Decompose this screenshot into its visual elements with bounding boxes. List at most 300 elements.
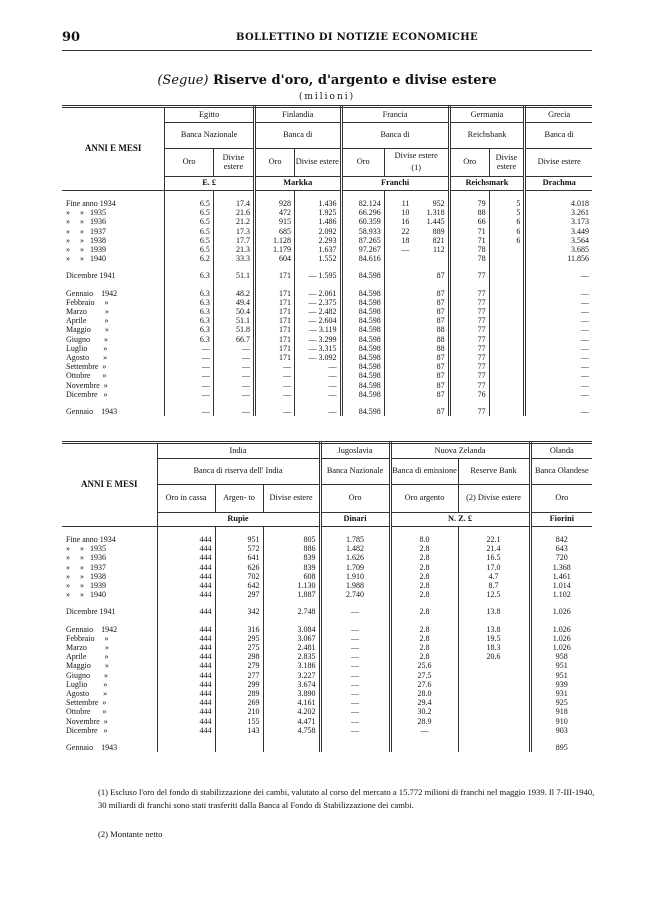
cell-india-argento: 299 [215,680,263,689]
table-row [62,581,592,590]
table-row [62,254,592,263]
row-label: Ottobre » [62,707,157,716]
spacer [525,399,592,407]
cell-egitto-divise: 33.3 [213,254,254,263]
cell-francia-oro: 84.598 [341,335,384,344]
spacer [157,527,215,536]
cell-olanda-oro: 1.461 [552,571,571,581]
table-row [62,652,592,661]
cell-germania-divise [489,316,525,325]
cell-egitto-oro: 6.3 [165,271,214,280]
cell-olanda-oro: 720 [555,553,568,563]
cell-grecia-divise: — [581,325,589,335]
cell-germania-divise [489,353,525,362]
spacer [295,399,342,407]
spacer [62,735,157,743]
cell-egitto-divise: 21.3 [213,245,254,254]
cell-india-divise: 3.890 [263,689,320,698]
table-row [62,344,592,353]
cell-finlandia-oro: — [255,381,295,390]
cell-nz-oro-argento: 27.5 [390,671,458,680]
spacer [341,399,384,407]
table-row [62,335,592,344]
cell-germania-divise [489,307,525,316]
spacer [390,527,458,536]
col-oro: Oro [341,149,384,177]
row-label: Gennaio 1942 [62,625,157,634]
cell-germania-oro: 77 [449,298,489,307]
spacer [412,263,449,271]
cell-olanda-oro: 903 [555,725,568,735]
row-label: Aprile » [62,316,165,325]
cell-finlandia-divise: 2.293 [295,236,342,245]
row-label: Settembre » [62,362,165,371]
row-label: » » 1939 [62,245,165,254]
cell-nz-oro-argento: 2.8 [390,634,458,643]
cell-finlandia-oro: 1.179 [255,245,295,254]
cell-egitto-oro: 6.2 [165,254,214,263]
cell-jugoslavia-oro: 1.709 [320,563,390,572]
cell-finlandia-divise: — 3.092 [295,353,342,362]
col-oro-olanda: Oro [530,485,592,513]
table-row [62,271,592,280]
spacer [458,617,530,625]
row-label: Fine anno 1934 [62,535,157,544]
cell-francia-oro: 84.598 [341,371,384,380]
cell-grecia-divise: 11.856 [567,254,589,264]
col-divise: Divise estere [489,149,525,177]
cell-germania-divise [489,245,525,254]
cell-francia-divise-a [384,381,412,390]
spacer [390,617,458,625]
spacer [213,191,254,200]
spacer [384,281,412,289]
cell-egitto-divise: 49.4 [213,298,254,307]
cell-india-argento: 143 [215,726,263,735]
country-nuova-zelanda: Nuova Zelanda [390,443,530,459]
cell-francia-oro: 84.598 [341,381,384,390]
cell-grecia-divise: — [581,353,589,363]
row-label: » » 1935 [62,208,165,217]
cell-india-divise: 4.471 [263,717,320,726]
row-label: Ottobre » [62,371,165,380]
spacer [489,263,525,271]
spacer [213,263,254,271]
cell-nz-divise [458,743,530,752]
cell-finlandia-divise: — 1.595 [295,271,342,280]
spacer [341,191,384,200]
cell-germania-divise: 6 [489,236,525,245]
country-germania: Germania [449,107,525,123]
cell-grecia-divise: — [581,343,589,353]
cell-germania-oro: 77 [449,344,489,353]
cell-grecia-divise: 3.261 [571,208,589,218]
cell-olanda-oro: 1.014 [552,581,571,591]
cell-india-argento: 275 [215,643,263,652]
spacer [489,281,525,289]
cell-grecia-divise: — [581,380,589,390]
row-label: » » 1937 [62,563,157,572]
country-egitto: Egitto [165,107,255,123]
table-row [62,362,592,371]
spacer [157,599,215,607]
spacer [320,599,390,607]
col-oro: Oro [165,149,214,177]
note-marker-1: (1) [411,163,422,172]
bank-nz-emissione: Banca di emissione [390,459,458,485]
cell-india-divise: 2.835 [263,652,320,661]
table-row [62,553,592,562]
cell-india-divise: 3.674 [263,680,320,689]
cell-francia-divise-a: 18 [401,235,410,245]
cell-nz-oro-argento: 2.8 [390,590,458,599]
cell-egitto-divise: 66.7 [213,335,254,344]
table-row [62,199,592,208]
cell-francia-divise-b: 1.445 [412,217,449,226]
cell-jugoslavia-oro: 1.910 [320,572,390,581]
cell-francia-divise-a [384,271,412,280]
cell-francia-divise-a: 11 [401,199,410,208]
cell-germania-oro: 78 [449,245,489,254]
unit-grecia: Drachma [525,177,592,191]
cell-finlandia-oro: 171 [255,335,295,344]
cell-germania-oro: 77 [449,381,489,390]
cell-francia-oro: 97.267 [341,245,384,254]
cell-jugoslavia-oro: 1.988 [320,581,390,590]
cell-finlandia-oro: — [255,362,295,371]
cell-nz-oro-argento: 2.8 [390,572,458,581]
spacer [320,527,390,536]
row-label: Gennaio 1943 [62,407,165,416]
col-oro-cassa: Oro in cassa [157,485,215,513]
spacer [449,399,489,407]
cell-germania-oro: 76 [449,390,489,399]
cell-jugoslavia-oro: 1.482 [320,544,390,553]
table-row [62,316,592,325]
cell-india-oro: 444 [157,634,215,643]
spacer [390,735,458,743]
cell-francia-divise-a [384,362,412,371]
cell-nz-divise [458,689,530,698]
cell-india-oro: 444 [157,572,215,581]
cell-egitto-oro: 6.3 [165,325,214,334]
cell-francia-oro: 84.598 [341,353,384,362]
unit-olanda: Fiorini [530,513,592,527]
row-label: » » 1938 [62,236,165,245]
cell-germania-oro: 77 [449,325,489,334]
table-row [62,563,592,572]
cell-finlandia-divise: — [295,371,342,380]
row-label: » » 1936 [62,553,157,562]
spacer [530,599,592,607]
spacer [458,735,530,743]
spacer [412,399,449,407]
country-olanda: Olanda [530,443,592,459]
cell-germania-oro: 88 [449,208,489,217]
running-header: BOLLETTINO DI NOTIZIE ECONOMICHE [236,32,478,43]
cell-nz-oro-argento: 2.8 [390,544,458,553]
cell-grecia-divise: — [581,297,589,307]
spacer [489,399,525,407]
cell-finlandia-oro: — [255,371,295,380]
unit-jugoslavia: Dinari [320,513,390,527]
row-label: Marzo » [62,643,157,652]
cell-francia-divise-b [412,254,449,263]
cell-egitto-divise: 17.4 [213,199,254,208]
unit-nuova-zelanda: N. Z. £ [390,513,530,527]
cell-nz-divise: 19.5 [458,634,530,643]
cell-india-divise: 4.161 [263,698,320,707]
row-label: Giugno » [62,671,157,680]
cell-nz-oro-argento: 27.6 [390,680,458,689]
table-row [62,698,592,707]
cell-egitto-divise: 17.7 [213,236,254,245]
spacer [157,735,215,743]
cell-india-argento: 316 [215,625,263,634]
cell-india-divise: 839 [263,563,320,572]
unit-germania: Reichsmark [449,177,525,191]
spacer [525,263,592,271]
cell-jugoslavia-oro [320,743,390,752]
cell-finlandia-oro: — [255,390,295,399]
cell-germania-divise [489,407,525,416]
bank-olanda: Banca Olandese [530,459,592,485]
cell-india-divise: 4.758 [263,726,320,735]
cell-finlandia-divise: — 2.375 [295,298,342,307]
cell-india-oro: 444 [157,707,215,716]
table-row [62,544,592,553]
spacer [390,599,458,607]
cell-francia-oro: 84.616 [341,254,384,263]
cell-germania-oro: 77 [449,335,489,344]
cell-olanda-oro: 1.026 [552,633,571,643]
cell-egitto-oro: — [165,344,214,353]
spacer [62,191,165,200]
col-divise-nz: (2) Divise estere [458,485,530,513]
cell-francia-oro: 66.296 [341,208,384,217]
cell-india-oro: 444 [157,581,215,590]
cell-germania-divise [489,390,525,399]
row-label: » » 1935 [62,544,157,553]
cell-egitto-divise: 51.1 [213,316,254,325]
row-label: Fine anno 1934 [62,199,165,208]
spacer [525,191,592,200]
table-row [62,671,592,680]
cell-francia-divise-a [384,298,412,307]
cell-nz-divise: 18.3 [458,643,530,652]
cell-finlandia-divise: — [295,362,342,371]
cell-india-argento: 642 [215,581,263,590]
cell-germania-divise [489,254,525,263]
spacer [255,399,295,407]
page-subtitle: (milioni) [298,92,356,102]
cell-francia-divise-a: 22 [401,226,410,236]
cell-francia-oro: 84.598 [341,289,384,298]
table-row [62,726,592,735]
cell-nz-divise: 22.1 [458,535,530,544]
cell-francia-divise-a [384,316,412,325]
cell-india-divise: 3.227 [263,671,320,680]
cell-francia-oro: 58.933 [341,227,384,236]
footnote-2: (2) Montante netto [98,829,163,839]
table-row [62,245,592,254]
cell-finlandia-divise: — [295,390,342,399]
cell-india-divise: 805 [263,535,320,544]
cell-india-oro: 444 [157,726,215,735]
table-row [62,535,592,544]
spacer [215,735,263,743]
cell-egitto-divise: — [213,362,254,371]
spacer [215,599,263,607]
cell-nz-divise: 4.7 [458,572,530,581]
cell-india-argento: 155 [215,717,263,726]
spacer [165,281,214,289]
cell-finlandia-divise: 2.092 [295,227,342,236]
spacer [341,263,384,271]
table-reserves-1 [62,105,592,416]
cell-finlandia-oro: 685 [255,227,295,236]
spacer [449,281,489,289]
cell-nz-divise [458,661,530,670]
row-label: Febbraio » [62,298,165,307]
cell-germania-oro: 77 [449,353,489,362]
cell-india-divise: 839 [263,553,320,562]
spacer [449,263,489,271]
cell-jugoslavia-oro: — [320,698,390,707]
cell-germania-divise [489,289,525,298]
cell-nz-divise: 13.8 [458,625,530,634]
cell-nz-oro-argento: 2.8 [390,553,458,562]
cell-francia-divise-a [384,344,412,353]
cell-finlandia-divise: — [295,407,342,416]
cell-india-oro: 444 [157,625,215,634]
cell-nz-oro-argento [390,743,458,752]
table-row [62,307,592,316]
spacer [341,281,384,289]
cell-francia-divise-a [384,335,412,344]
cell-jugoslavia-oro: 1.785 [320,535,390,544]
cell-grecia-divise: — [581,334,589,344]
cell-olanda-oro: 958 [555,652,568,662]
table-row [62,353,592,362]
row-label: Maggio » [62,325,165,334]
cell-germania-oro: 77 [449,407,489,416]
table-row [62,634,592,643]
spacer [255,191,295,200]
row-label: » » 1936 [62,217,165,226]
cell-india-oro: 444 [157,680,215,689]
unit-finlandia: Markka [255,177,342,191]
cell-nz-oro-argento: 8.0 [390,535,458,544]
table-row [62,381,592,390]
col-divise: Divise estere [213,149,254,177]
cell-francia-divise-a [384,407,412,416]
cell-germania-oro: 79 [449,199,489,208]
spacer [458,599,530,607]
cell-francia-oro: 84.598 [341,362,384,371]
unit-india: Rupie [157,513,320,527]
table-row [62,572,592,581]
cell-india-argento: 641 [215,553,263,562]
spacer [530,527,592,536]
cell-india-divise: 3.084 [263,625,320,634]
cell-india-oro: 444 [157,698,215,707]
cell-olanda-oro: 931 [555,689,568,699]
cell-germania-divise [489,344,525,353]
cell-francia-divise-a: 10 [401,208,410,218]
table-row [62,743,592,752]
table-row [62,717,592,726]
cell-nz-oro-argento: 30.2 [390,707,458,716]
cell-nz-divise: 13.8 [458,607,530,616]
cell-egitto-divise: 48.2 [213,289,254,298]
cell-india-divise: 4.202 [263,707,320,716]
country-india: India [157,443,320,459]
spacer [62,527,157,536]
cell-nz-oro-argento: 2.8 [390,563,458,572]
cell-grecia-divise: — [581,288,589,298]
table-row [62,625,592,634]
cell-germania-divise: 6 [489,227,525,236]
page-title [0,73,654,88]
spacer [62,399,165,407]
spacer [255,263,295,271]
cell-india-argento: 626 [215,563,263,572]
cell-germania-divise: 5 [489,208,525,217]
row-label: » » 1940 [62,590,157,599]
cell-francia-divise-a [384,353,412,362]
cell-germania-oro: 71 [449,227,489,236]
spacer [255,281,295,289]
cell-finlandia-oro: 171 [255,344,295,353]
col-divise-india: Divise estere [263,485,320,513]
cell-nz-oro-argento: 2.8 [390,581,458,590]
cell-india-oro [157,743,215,752]
table-row [62,390,592,399]
cell-finlandia-oro: 472 [255,208,295,217]
cell-germania-divise [489,381,525,390]
cell-india-oro: 444 [157,607,215,616]
row-label: Dicembre » [62,390,165,399]
cell-india-oro: 444 [157,563,215,572]
cell-egitto-oro: 6.3 [165,335,214,344]
cell-india-divise: 2.748 [263,607,320,616]
spacer [384,191,412,200]
cell-finlandia-divise: 1.436 [295,199,342,208]
cell-grecia-divise: 3.564 [571,235,589,245]
cell-francia-divise-b: 1.318 [412,208,449,217]
cell-nz-oro-argento: 2.8 [390,607,458,616]
spacer [412,191,449,200]
cell-olanda-oro: 1.026 [552,643,571,653]
cell-india-divise: 608 [263,572,320,581]
cell-nz-oro-argento: 2.8 [390,643,458,652]
cell-grecia-divise: — [581,307,589,317]
cell-grecia-divise: — [581,371,589,381]
cell-nz-oro-argento: 2.8 [390,652,458,661]
cell-egitto-oro: 6.5 [165,208,214,217]
cell-egitto-divise: — [213,371,254,380]
cell-germania-divise [489,362,525,371]
cell-francia-divise-b: 88 [412,335,449,344]
cell-francia-divise-b: 87 [412,381,449,390]
cell-india-oro: 444 [157,652,215,661]
cell-india-argento: 277 [215,671,263,680]
cell-jugoslavia-oro: — [320,671,390,680]
cell-francia-divise-b: 87 [412,316,449,325]
cell-olanda-oro: 951 [555,661,568,671]
cell-grecia-divise: — [581,389,589,399]
